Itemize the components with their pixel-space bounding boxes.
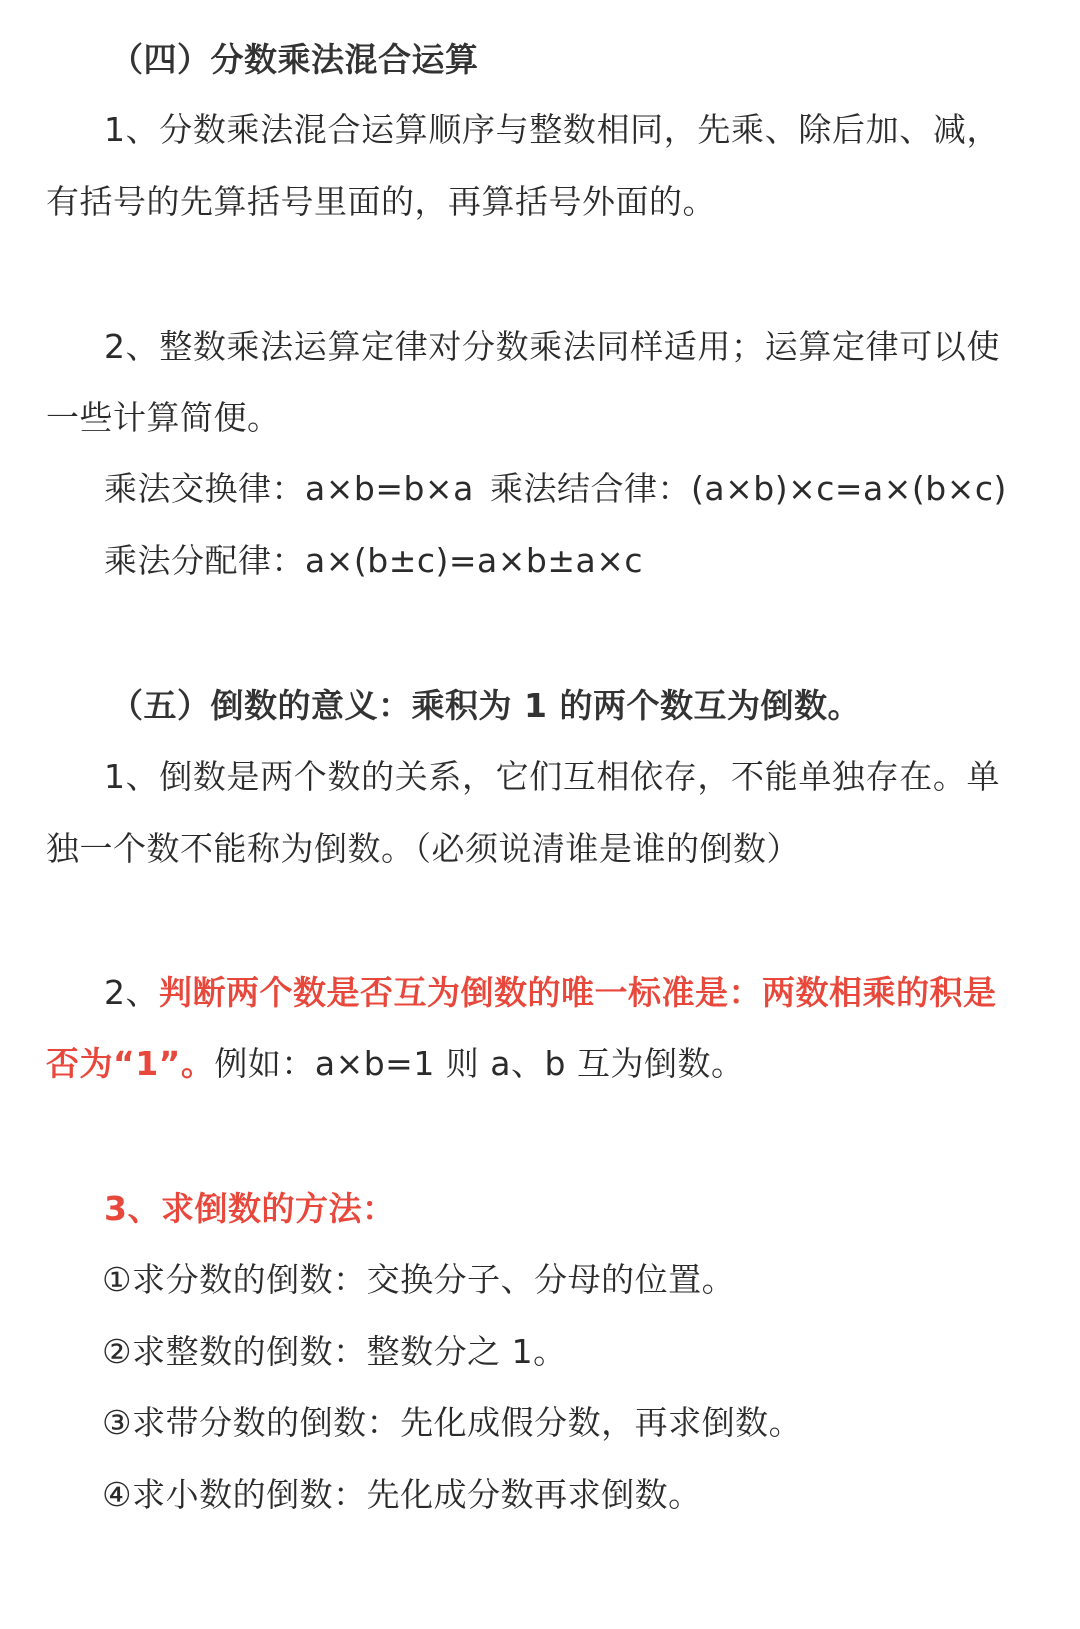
commutative-law: 乘法交换律：a×b=b×a	[104, 469, 474, 508]
section5-heading: （五）倒数的意义：乘积为 1 的两个数互为倒数。	[110, 686, 861, 725]
section5-item2-rest: 例如：a×b=1 则 a、b 互为倒数。	[214, 1044, 745, 1083]
section4-heading: （四）分数乘法混合运算	[110, 40, 479, 79]
section4-item2-line2: 一些计算简便。	[46, 398, 281, 437]
section5-item1-line2: 独一个数不能称为倒数。（必须说清谁是谁的倒数）	[46, 829, 800, 868]
section5-item1-line1: 1、倒数是两个数的关系，它们互相依存，不能单独存在。单	[104, 757, 1000, 796]
section4-item2-line1: 2、整数乘法运算定律对分数乘法同样适用；运算定律可以使	[104, 327, 1000, 366]
section5-item2-prefix: 2、	[104, 973, 159, 1012]
associative-law: 乘法结合律：(a×b)×c=a×(b×c)	[490, 469, 1007, 508]
section4-item1-line1: 1、分数乘法混合运算顺序与整数相同，先乘、除后加、减，	[104, 110, 1000, 149]
distributive-law: 乘法分配律：a×(b±c)=a×b±a×c	[104, 541, 643, 580]
section5-item2-red-line2: 否为“1”。	[46, 1044, 215, 1083]
method-integer: ②求整数的倒数：整数分之 1。	[102, 1332, 567, 1371]
section5-item2-red-line1: 判断两个数是否互为倒数的唯一标准是：两数相乘的积是	[159, 973, 997, 1012]
section5-item3-heading: 3、求倒数的方法：	[104, 1189, 396, 1228]
method-decimal: ④求小数的倒数：先化成分数再求倒数。	[102, 1475, 702, 1514]
section4-item1-line2: 有括号的先算括号里面的，再算括号外面的。	[46, 182, 716, 221]
method-mixed-number: ③求带分数的倒数：先化成假分数，再求倒数。	[102, 1403, 803, 1442]
section5-item2-line1	[104, 971, 997, 1015]
section5-item2-line2	[46, 1042, 744, 1086]
method-fraction: ①求分数的倒数：交换分子、分母的位置。	[102, 1260, 736, 1299]
